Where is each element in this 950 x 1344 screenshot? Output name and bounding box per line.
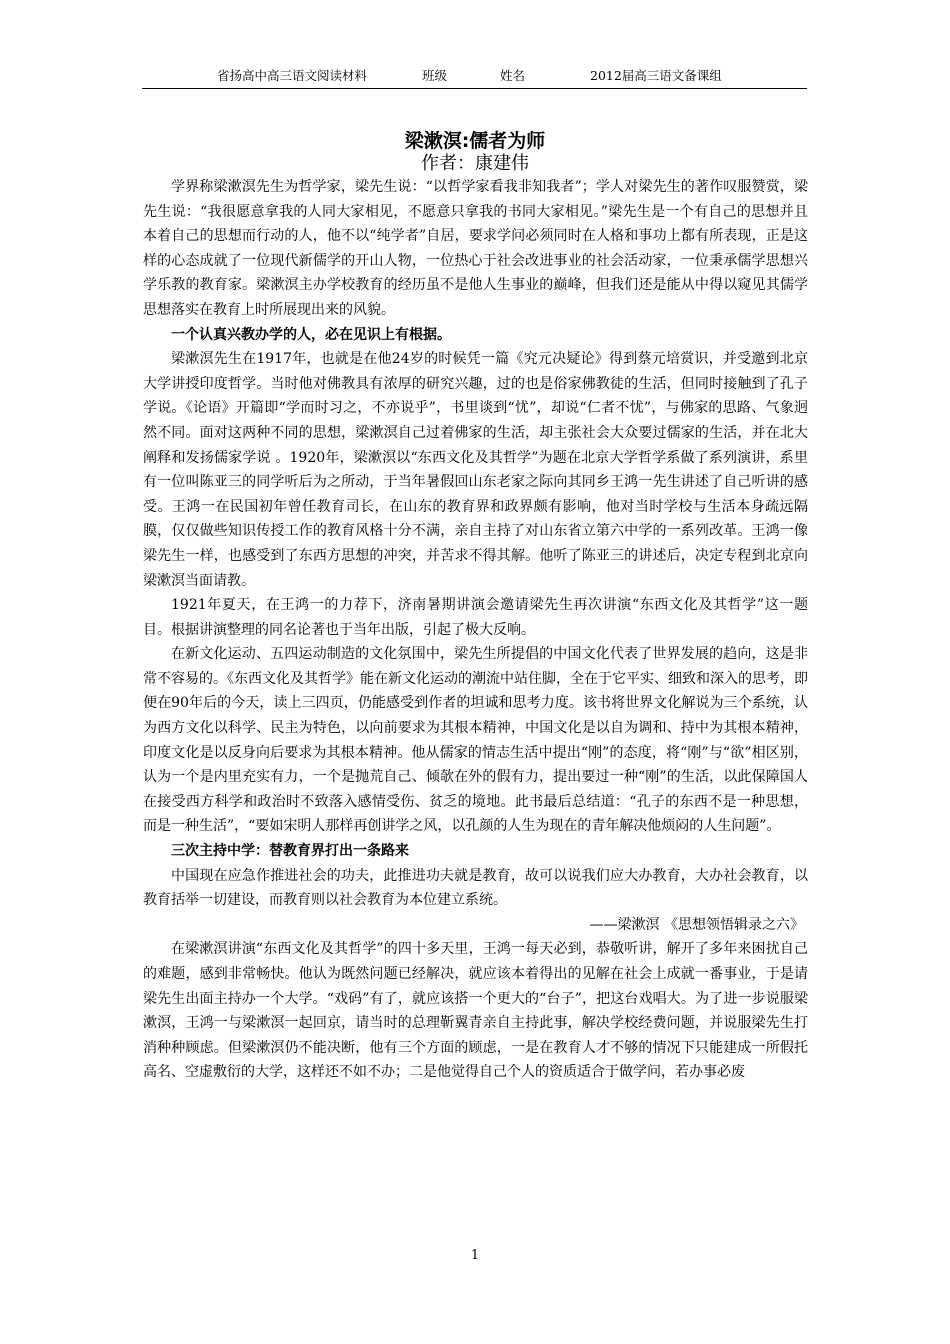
paragraph: 在新文化运动、五四运动制造的文化氛围中，梁先生所提倡的中国文化代表了世界发展的趋向，这是非常不容易的。《东西文化及其哲学》能在新文化运动的潮流中站住脚，全在于它平实、细致和深入的思考，即便在90年后的今天，读上三四页，仍能感受到作者的坦诚和思考力度。该书将世界文化解说为三个系统，认为西方文化以科学、民主为特色，以向前要求为其根本精神，中国文化是以自为调和、持中为其根本精神，印度文化是以反身向后要求为其根本精神。他从儒家的情志生活中提出“刚”的态度，将“刚”与“欲”相区别，认为一个是内里充实有力，一个是抛荒自己、倾欹在外的假有力，提出要过一种“刚”的生活，以此保障国人在接受西方科学和政治时不致落入感情受伤、贫乏的境地。此书最后总结道：“孔子的东西不是一种思想，而是一种生活”，“要如宋明人那样再创讲学之风，以孔颜的人生为现在的青年解决他烦闷的人生问题”。 (143, 646, 808, 835)
quote: 中国现在应急作推进社会的功夫，此推进功夫就是教育，故可以说我们应大办教育，大办社会教育，以教育括举一切建设，而教育则以社会教育为本位建立系统。 (143, 867, 808, 909)
article-author: 作者：康建伟 (421, 153, 529, 174)
page-number: 1 (470, 1248, 480, 1263)
article-body (143, 175, 808, 1085)
article-title: 梁漱溟:儒者为师 (404, 130, 546, 152)
paragraph: 梁漱溟先生在1917年，也就是在他24岁的时候凭一篇《究元决疑论》得到蔡元培赏识，并受邀到北京大学讲授印度哲学。当时他对佛教具有浓厚的研究兴趣，过的也是俗家佛教徒的生活，但同时接触到了孔子学说。《论语》开篇即“学而时习之，不亦说乎”，书里谈到“忧”，却说“仁者不忧”，与佛家的思路、气象迥然不同。面对这两种不同的思想，梁漱溟自己过着佛家的生活，却主张社会大众要过儒家的生活，并在北大阐释和发扬儒家学说 。1920年，梁漱溟以“东西文化及其哲学”为题在北京大学哲学系做了系列演讲，系里有一位叫陈亚三的同学听后为之所动，于当年暑假回山东老家之际向其同乡王鸿一先生讲述了自己听讲的感受。王鸿一在民国初年曾任教育司长，在山东的教育界和政界颇有影响，他对当时学校与生活本身疏远隔膜，仅仅做些知识传授工作的教育风格十分不满，亲自主持了对山东省立第六中学的一系列改革。王鸿一像梁先生一样，也感受到了东西方思想的冲突，并苦求不得其解。他听了陈亚三的讲述后，决定专程到北京向梁漱溟当面请教。 (143, 351, 808, 589)
section-heading-2: 三次主持中学：替教育界打出一条路来 (171, 843, 409, 860)
header-material: 省扬高中高三语文阅读材料 (217, 68, 368, 83)
quote-attribution: ——梁漱溟 《思想领悟辑录之六》 (589, 916, 804, 933)
paragraph: 1921年夏天，在王鸿一的力荐下，济南暑期讲演会邀请梁先生再次讲演“东西文化及其哲学”这一题目。根据讲演整理的同名论著也于当年出版，引起了极大反响。 (143, 597, 808, 638)
paragraph-intro: 学界称梁漱溟先生为哲学家，梁先生说：“以哲学家看我非知我者”；学人对梁先生的著作叹服赞赏，梁先生说：“我很愿意拿我的人同大家相见，不愿意只拿我的书同大家相见。”梁先生是一个有自己的思想并且本着自己的思想而行动的人，他不以“纯学者”自居，要求学问必须同时在人格和事功上都有所表现，正是这样的心态成就了一位现代新儒学的开山人物，一位热心于社会改进事业的社会活动家，一位秉承儒学思想兴学乐教的教育家。梁漱溟主办学校教育的经历虽不是他人生事业的巅峰，但我们还是能从中得以窥见其儒学思想落实在教育上时所展现出来的风貌。 (143, 179, 808, 318)
section-heading-1: 一个认真兴教办学的人，必在见识上有根据。 (171, 326, 451, 343)
header-name-label: 姓名 (500, 68, 526, 83)
page-header (142, 66, 807, 89)
header-class-label: 班级 (422, 68, 448, 83)
header-group: 2012届高三语文备课组 (590, 68, 722, 83)
paragraph: 在梁漱溟讲演“东西文化及其哲学”的四十多天里，王鸿一每天必到，恭敬听讲，解开了多年来困扰自己的难题，感到非常畅快。他认为既然问题已经解决，就应该本着得出的见解在社会上成就一番事业，于是请梁先生出面主持办一个大学。“戏码”有了，就应该搭一个更大的“台子”，把这台戏唱大。为了进一步说服梁漱溟，王鸿一与梁漱溟一起回京，请当时的总理靳翼青亲自主持此事，解决学校经费问题，并说服梁先生打消种种顾虑。但梁漱溟仍不能决断，他有三个方面的顾虑，一是在教育人才不够的情况下只能建成一所假托高名、空虚敷衍的大学，这样还不如不办；二是他觉得自己个人的资质适合于做学问，若办事必废 (143, 941, 808, 1081)
